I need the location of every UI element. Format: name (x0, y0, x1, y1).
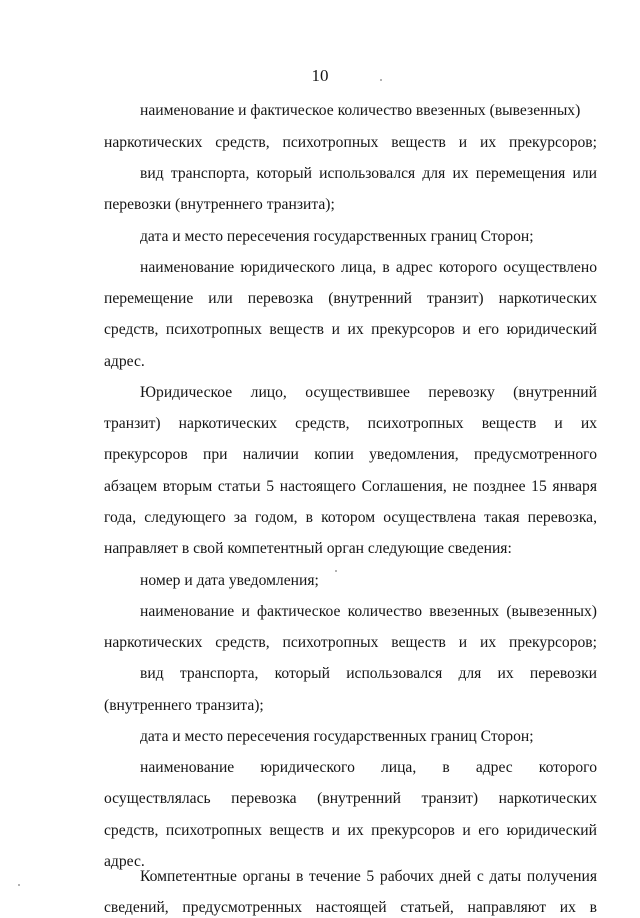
text-line: дата и место пересечения государственных границ Сторон; (140, 728, 534, 745)
text-line: наркотических средств, психотропных веществ и их прекурсоров; (104, 634, 597, 651)
text-line: адрес. (104, 853, 145, 870)
text-line: наркотических средств, психотропных веществ и их прекурсоров; (104, 134, 597, 151)
text-line: наименование и фактическое количество ввезенных (вывезенных) (140, 603, 597, 620)
scan-speck (380, 79, 382, 81)
text-line: адрес. (104, 353, 145, 370)
text-line: сведений, предусмотренных настоящей статьей, направляют их в (104, 899, 597, 916)
text-line: наименование и фактическое количество ввезенных (вывезенных) (140, 102, 581, 119)
text-line: средств, психотропных веществ и их прекурсоров и его юридический (104, 822, 597, 839)
scan-speck (335, 570, 337, 572)
text-line: года, следующего за годом, в котором осуществлена такая перевозка, (104, 509, 597, 526)
text-line: наименование юридического лица, в адрес которого осуществлено (140, 259, 597, 276)
scan-speck (18, 884, 20, 886)
text-line: номер и дата уведомления; (140, 572, 319, 589)
text-line: дата и место пересечения государственных границ Сторон; (140, 228, 534, 245)
text-line: прекурсоров при наличии копии уведомления, предусмотренного (104, 446, 597, 463)
page-number: 10 (311, 66, 329, 85)
text-line: вид транспорта, который использовался для их перевозки (140, 665, 597, 682)
text-line: средств, психотропных веществ и их прекурсоров и его юридический (104, 321, 597, 338)
text-line: (внутреннего транзита); (104, 697, 264, 714)
text-line: Компетентные органы в течение 5 рабочих дней с даты получения (140, 868, 597, 885)
text-line: абзацем вторым статьи 5 настоящего Соглашения, не позднее 15 января (104, 478, 597, 495)
text-line: перевозки (внутреннего транзита); (104, 196, 335, 213)
text-line: вид транспорта, который использовался для их перемещения или (140, 165, 597, 182)
text-line: Юридическое лицо, осуществившее перевозку (внутренний (140, 384, 597, 401)
text-line: направляет в свой компетентный орган следующие сведения: (104, 540, 512, 557)
text-line: наименование юридического лица, в адрес которого (140, 759, 597, 776)
text-line: транзит) наркотических средств, психотропных веществ и их (104, 415, 597, 432)
text-line: перемещение или перевозка (внутренний транзит) наркотических (104, 290, 597, 307)
text-line: осуществлялась перевозка (внутренний транзит) наркотических (104, 790, 597, 807)
